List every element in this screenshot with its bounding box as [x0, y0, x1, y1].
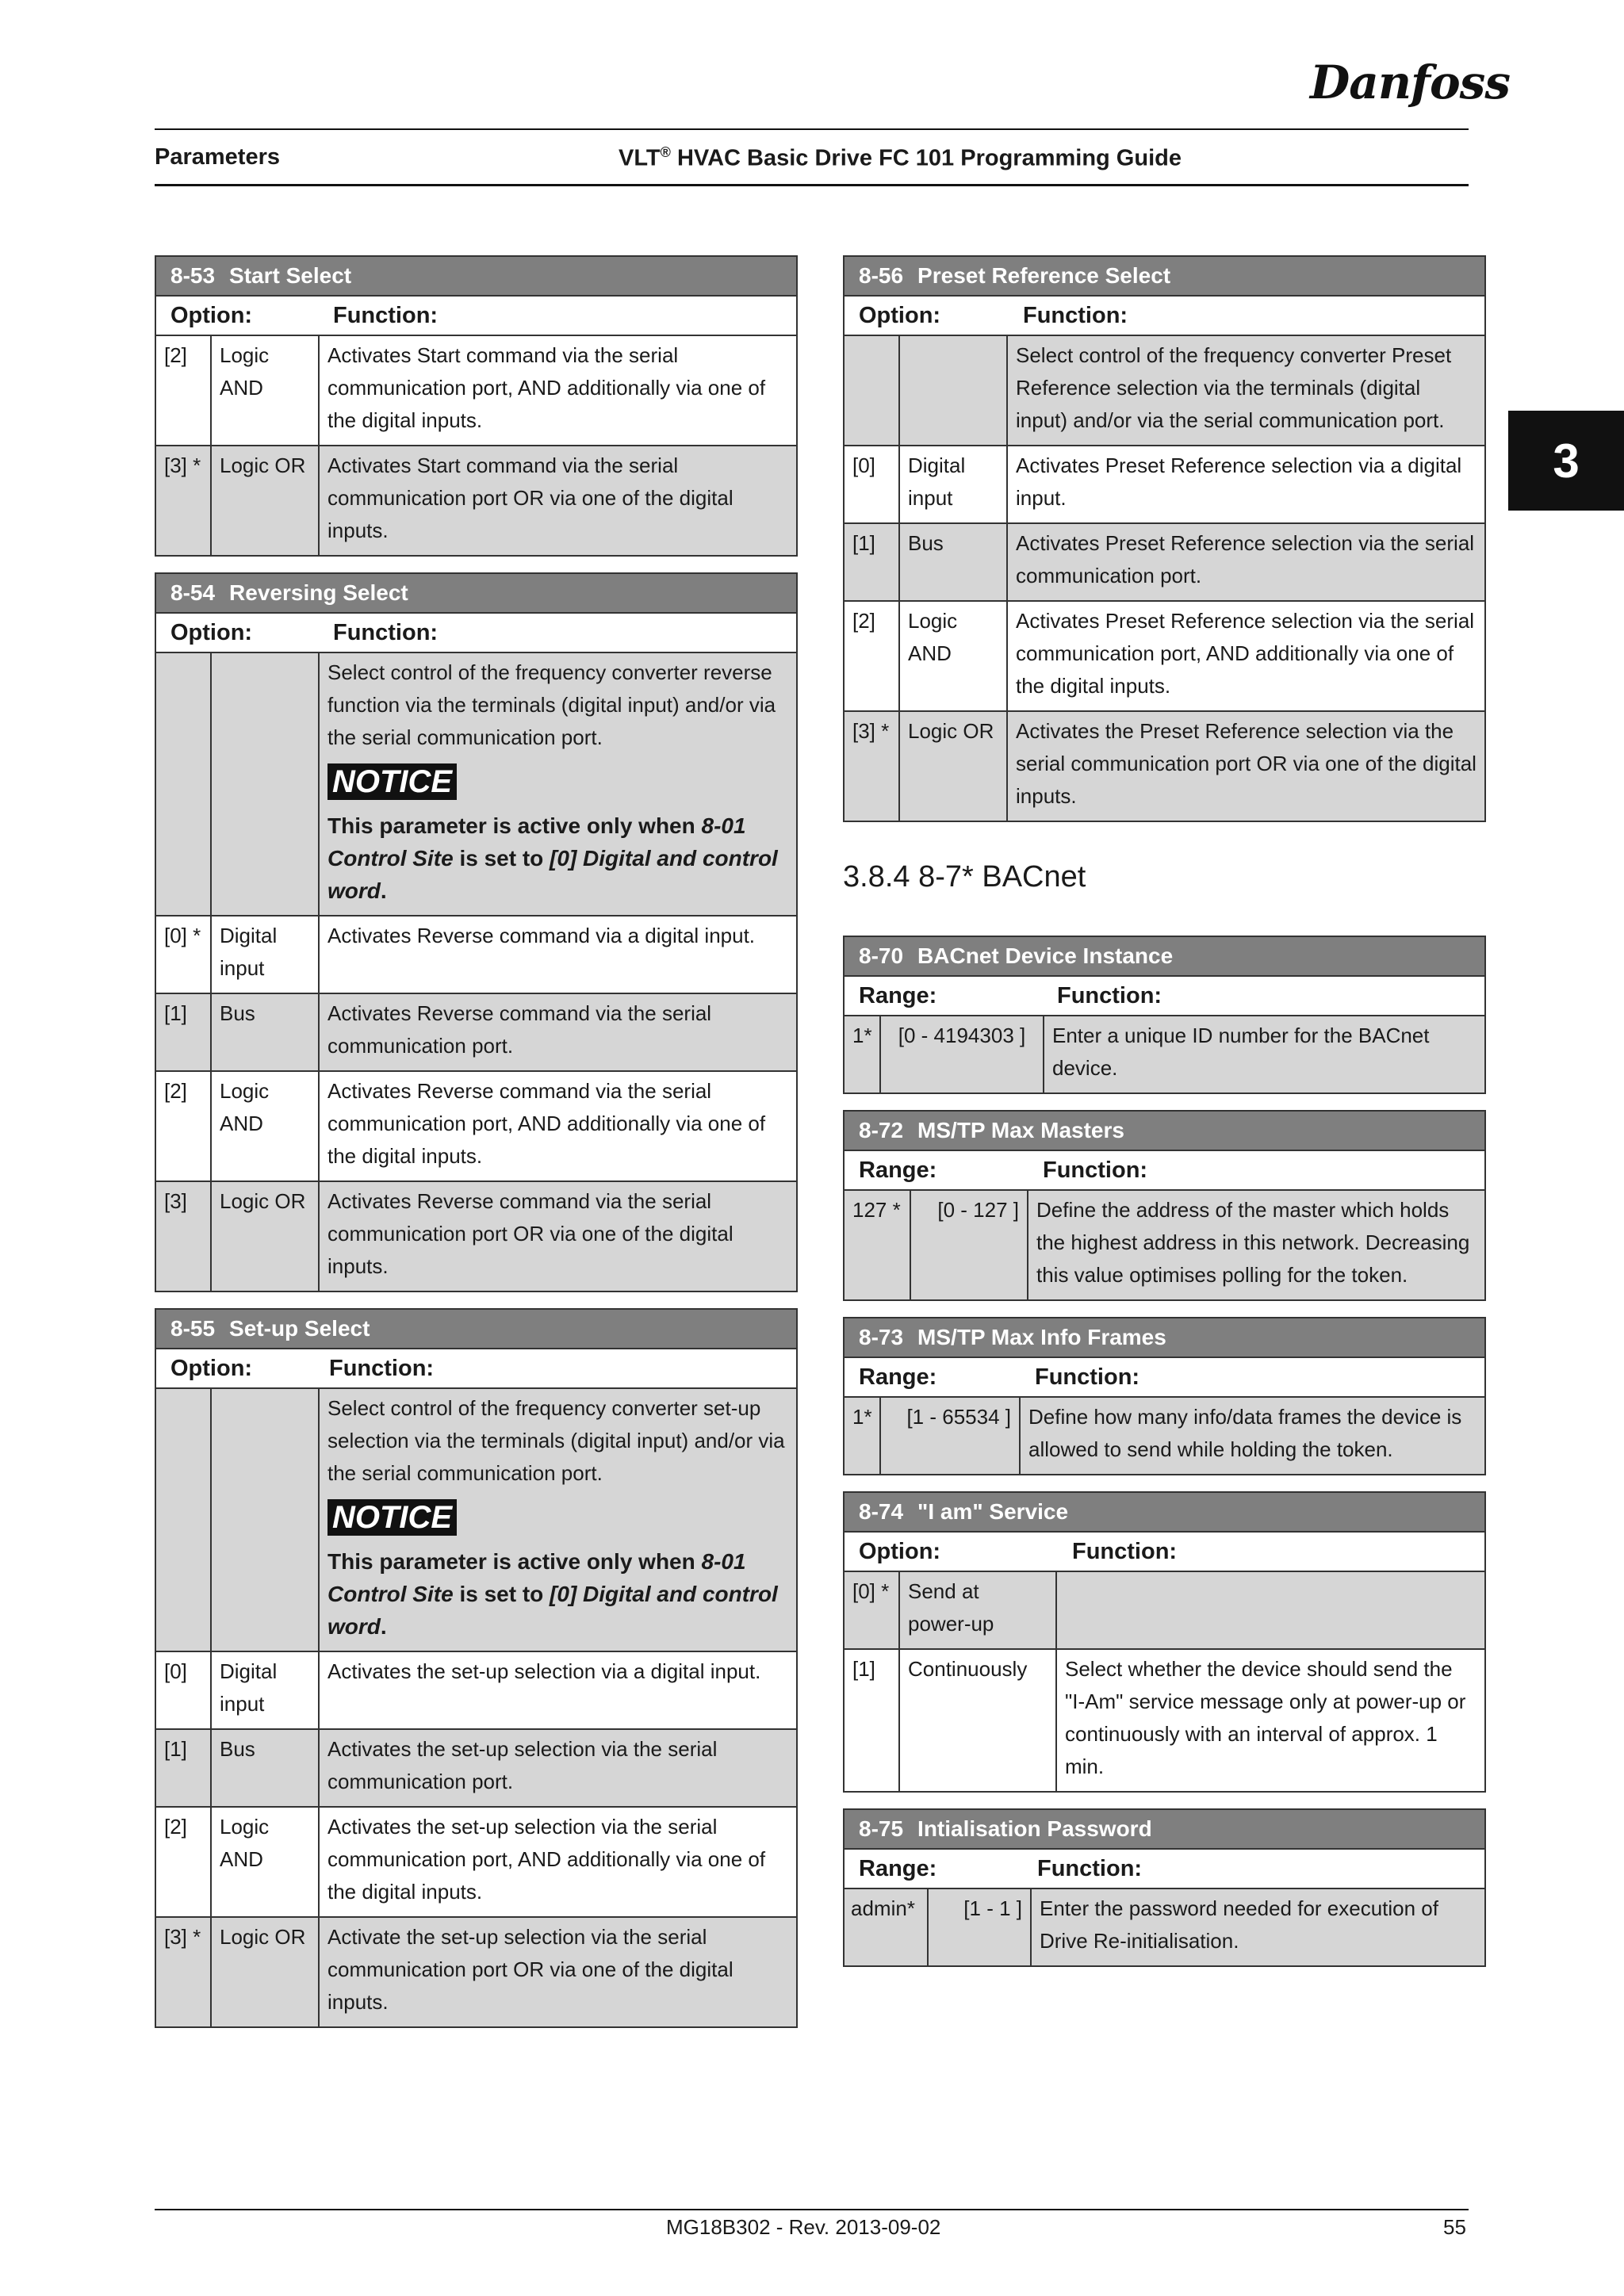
option-value: [1] — [845, 1650, 900, 1791]
param-header: Option: Function: — [156, 297, 796, 336]
param-header: Option: Function: — [845, 1533, 1484, 1572]
param-title: 8-56 Preset Reference Select — [845, 257, 1484, 297]
header-section: Parameters — [155, 144, 280, 170]
option-description: Activate the set-up selection via the serial communication port OR via one of the digital inputs. — [327, 1925, 733, 2014]
table-row-intro — [156, 653, 796, 916]
option-name: Digital input — [212, 1652, 320, 1728]
default-value: 1* — [845, 1398, 881, 1474]
option-value: [2] — [156, 336, 212, 445]
option-name: Logic AND — [212, 1808, 320, 1916]
option-value: [3] * — [156, 446, 212, 555]
range-description: Define the address of the master which holds the highest address in this network. Decreasing this value optimises polling for the token. — [1036, 1198, 1470, 1287]
header-rule — [155, 184, 1469, 186]
range-value: [1 - 65534 ] — [881, 1398, 1021, 1474]
table-row — [845, 1650, 1484, 1791]
param-title: 8-75 Intialisation Password — [845, 1810, 1484, 1850]
intro-text: Select control of the frequency converter reverse function via the terminals (digital input) and/or via the serial communication port. — [327, 660, 776, 749]
option-value: [2] — [156, 1808, 212, 1916]
notice-box — [327, 1499, 788, 1643]
option-description: Activates the set-up selection via the serial communication port. — [327, 1737, 718, 1793]
option-value: [2] — [156, 1072, 212, 1181]
option-name: Logic OR — [212, 1182, 320, 1291]
table-row — [845, 524, 1484, 602]
option-name: Logic AND — [900, 602, 1008, 710]
header-rule-upper — [155, 128, 1469, 130]
option-name: Logic OR — [900, 712, 1008, 821]
option-description: Activates Preset Reference selection via the serial communication port, AND additionally via one of the digital inputs. — [1016, 609, 1475, 698]
range-description: Enter the password needed for execution of Drive Re-initialisation. — [1040, 1896, 1438, 1953]
param-header: Option: Function: — [845, 297, 1484, 336]
page-number: 55 — [1443, 2215, 1466, 2239]
table-row — [156, 1730, 796, 1808]
intro-cell — [320, 653, 796, 915]
range-description: Enter a unique ID number for the BACnet device. — [1052, 1024, 1430, 1080]
option-name: Logic AND — [212, 336, 320, 445]
option-description: Activates Reverse command via a digital input. — [327, 924, 756, 947]
range-value: [0 - 127 ] — [911, 1191, 1028, 1299]
param-title: 8-74 "I am" Service — [845, 1493, 1484, 1533]
option-name: Digital input — [212, 916, 320, 993]
option-description — [1057, 1572, 1484, 1648]
param-title: 8-54 Reversing Select — [156, 574, 796, 614]
param-table-8-72 — [843, 1110, 1486, 1301]
param-title: 8-72 MS/TP Max Masters — [845, 1112, 1484, 1151]
option-value: [3] * — [156, 1918, 212, 2026]
right-column-bacnet — [843, 936, 1486, 1983]
option-name: Continuously — [900, 1650, 1057, 1791]
param-title: 8-73 MS/TP Max Info Frames — [845, 1318, 1484, 1358]
option-name: Bus — [212, 1730, 320, 1806]
option-description: Activates Preset Reference selection via a digital input. — [1016, 453, 1462, 510]
option-description: Select whether the device should send the "I-Am" service message only at power-up or continuously with an interval of approx. 1 min. — [1065, 1657, 1466, 1778]
param-header: Range: Function: — [845, 1151, 1484, 1191]
param-table-8-73 — [843, 1317, 1486, 1475]
param-header: Range: Function: — [845, 1850, 1484, 1889]
option-value: [1] — [156, 994, 212, 1070]
default-value: 127 * — [845, 1191, 911, 1299]
param-table-8-56 — [843, 255, 1486, 822]
notice-text: This parameter is active only when 8-01 Control Site is set to [0] Digital and control word. — [327, 1549, 778, 1639]
table-row — [845, 1016, 1484, 1093]
option-description: Activates Start command via the serial communication port OR via one of the digital inputs. — [327, 453, 733, 542]
option-description: Activates Reverse command via the serial communication port. — [327, 1001, 712, 1058]
option-name: Bus — [900, 524, 1008, 600]
option-description: Activates the set-up selection via the serial communication port, AND additionally via one of the digital inputs. — [327, 1815, 766, 1904]
footer-doc-id: MG18B302 - Rev. 2013-09-02 — [666, 2215, 941, 2239]
table-row-intro — [845, 336, 1484, 446]
table-row — [156, 446, 796, 555]
param-title: 8-53 Start Select — [156, 257, 796, 297]
option-name: Logic OR — [212, 446, 320, 555]
empty-cell — [845, 336, 900, 445]
notice-label: NOTICE — [327, 763, 457, 800]
param-table-8-53 — [155, 255, 798, 557]
table-row — [156, 1182, 796, 1291]
option-value: [0] * — [156, 916, 212, 993]
option-name: Logic AND — [212, 1072, 320, 1181]
default-value: admin* — [845, 1889, 929, 1965]
header-title: VLT® HVAC Basic Drive FC 101 Programming Guide — [619, 144, 1182, 171]
intro-text: Select control of the frequency converter Preset Reference selection via the terminals (digital input) and/or via the serial communication port. — [1016, 343, 1452, 432]
empty-cell — [212, 1389, 320, 1651]
table-row — [845, 712, 1484, 821]
param-header: Range: Function: — [845, 977, 1484, 1016]
option-description: Activates the set-up selection via a digital input. — [327, 1659, 761, 1683]
option-description: Activates Start command via the serial communication port, AND additionally via one of the digital inputs. — [327, 343, 766, 432]
danfoss-logo: Danfoss — [1310, 55, 1510, 109]
option-value: [0] — [845, 446, 900, 522]
param-header: Option: Function: — [156, 1349, 796, 1389]
table-row-intro — [156, 1389, 796, 1652]
range-description: Define how many info/data frames the device is allowed to send while holding the token. — [1028, 1405, 1462, 1461]
table-row — [845, 1191, 1484, 1299]
table-row — [845, 446, 1484, 524]
param-table-8-55 — [155, 1308, 798, 2028]
empty-cell — [156, 1389, 212, 1651]
option-value: [3] — [156, 1182, 212, 1291]
notice-label: NOTICE — [327, 1499, 457, 1536]
option-description: Activates Reverse command via the serial communication port OR via one of the digital inputs. — [327, 1189, 733, 1278]
section-heading: 3.8.4 8-7* BACnet — [843, 860, 1086, 894]
table-row — [156, 1918, 796, 2026]
option-value: [0] — [156, 1652, 212, 1728]
table-row — [156, 336, 796, 446]
table-row — [156, 1072, 796, 1182]
param-table-8-70 — [843, 936, 1486, 1094]
chapter-tab: 3 — [1508, 411, 1624, 511]
option-name: Logic OR — [212, 1918, 320, 2026]
param-title: 8-70 BACnet Device Instance — [845, 937, 1484, 977]
param-header: Range: Function: — [845, 1358, 1484, 1398]
empty-cell — [900, 336, 1008, 445]
table-row — [156, 1808, 796, 1918]
range-value: [1 - 1 ] — [929, 1889, 1032, 1965]
param-table-8-74 — [843, 1491, 1486, 1793]
empty-cell — [156, 653, 212, 915]
param-header: Option: Function: — [156, 614, 796, 653]
empty-cell — [212, 653, 320, 915]
param-table-8-54 — [155, 572, 798, 1292]
option-value: [1] — [845, 524, 900, 600]
table-row — [845, 602, 1484, 712]
right-column-top — [843, 255, 1486, 838]
option-description: Activates Preset Reference selection via the serial communication port. — [1016, 531, 1475, 587]
option-description: Activates the Preset Reference selection via the serial communication port OR via one of the digital inputs. — [1016, 719, 1477, 808]
option-description: Activates Reverse command via the serial communication port, AND additionally via one of the digital inputs. — [327, 1079, 766, 1168]
range-value: [0 - 4194303 ] — [881, 1016, 1044, 1093]
footer-rule — [155, 2209, 1469, 2210]
param-title: 8-55 Set-up Select — [156, 1310, 796, 1349]
table-row — [156, 916, 796, 994]
table-row — [156, 1652, 796, 1730]
option-value: [1] — [156, 1730, 212, 1806]
param-table-8-75 — [843, 1808, 1486, 1967]
option-value: [2] — [845, 602, 900, 710]
option-name: Digital input — [900, 446, 1008, 522]
left-column — [155, 255, 798, 2044]
table-row — [845, 1398, 1484, 1474]
intro-text: Select control of the frequency converter set-up selection via the terminals (digital input) and/or via the serial communication port. — [327, 1396, 785, 1485]
notice-text: This parameter is active only when 8-01 Control Site is set to [0] Digital and control word. — [327, 813, 778, 903]
default-value: 1* — [845, 1016, 881, 1093]
notice-box — [327, 763, 788, 907]
table-row — [845, 1889, 1484, 1965]
intro-cell — [320, 1389, 796, 1651]
option-value: [3] * — [845, 712, 900, 821]
table-row — [845, 1572, 1484, 1650]
option-value: [0] * — [845, 1572, 900, 1648]
option-name: Send at power-up — [900, 1572, 1057, 1648]
table-row — [156, 994, 796, 1072]
option-name: Bus — [212, 994, 320, 1070]
